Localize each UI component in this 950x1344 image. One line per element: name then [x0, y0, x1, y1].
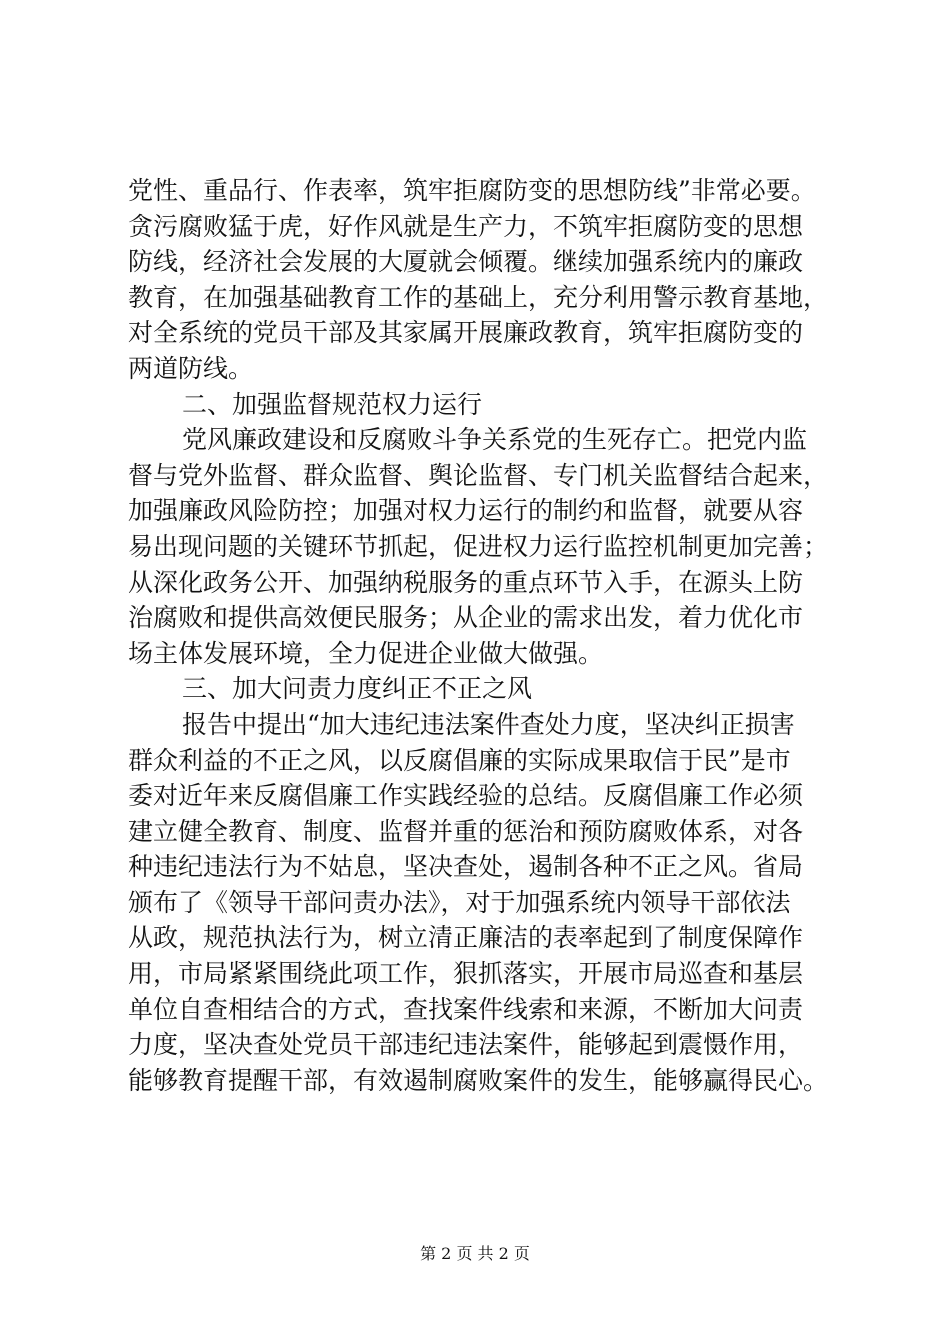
- text-line: 建立健全教育、制度、监督并重的惩治和预防腐败体系，对各: [128, 816, 804, 846]
- text-line: 颁布了《领导干部问责办法》，对于加强系统内领导干部依法: [128, 887, 791, 917]
- text-line: 报告中提出“加大违纪违法案件查处力度，坚决纠正损害: [182, 709, 795, 739]
- text-line: 易出现问题的关键环节抓起，促进权力运行监控机制更加完善；: [128, 531, 829, 561]
- page-footer: 第 2 页 共 2 页: [420, 1244, 530, 1263]
- text-line: 力度，坚决查处党员干部违纪违法案件，能够起到震慑作用，: [128, 1030, 804, 1060]
- text-line: 防线，经济社会发展的大厦就会倾覆。继续加强系统内的廉政: [128, 247, 804, 277]
- text-line: 对全系统的党员干部及其家属开展廉政教育，筑牢拒腐防变的: [128, 318, 804, 348]
- text-line: 委对近年来反腐倡廉工作实践经验的总结。反腐倡廉工作必须: [128, 781, 804, 811]
- text-line: 加强廉政风险防控；加强对权力运行的制约和监督，就要从容: [128, 496, 804, 526]
- text-line: 用，市局紧紧围绕此项工作，狠抓落实，开展市局巡查和基层: [128, 959, 804, 989]
- text-line: 单位自查相结合的方式，查找案件线索和来源，不断加大问责: [128, 994, 804, 1024]
- text-line: 两道防线。: [128, 353, 254, 383]
- text-line: 从政，规范执法行为，树立清正廉洁的表率起到了制度保障作: [128, 923, 804, 953]
- text-line: 群众利益的不正之风，以反腐倡廉的实际成果取信于民”是市: [128, 745, 791, 775]
- document-body: [128, 173, 840, 1098]
- text-line: 督与党外监督、群众监督、舆论监督、专门机关监督结合起来，: [128, 460, 829, 490]
- text-line: 从深化政务公开、加强纳税服务的重点环节入手，在源头上防: [128, 567, 804, 597]
- text-line: 党性、重品行、作表率，筑牢拒腐防变的思想防线”非常必要。: [128, 176, 816, 205]
- text-line: 能够教育提醒干部，有效遏制腐败案件的发生，能够赢得民心。: [128, 1065, 829, 1095]
- text-line: 党风廉政建设和反腐败斗争关系党的生死存亡。把党内监: [182, 425, 808, 455]
- text-line: 二、加强监督规范权力运行: [182, 389, 483, 419]
- text-line: 种违纪违法行为不姑息，坚决查处，遏制各种不正之风。省局: [128, 852, 804, 882]
- text-line: 三、加大问责力度纠正不正之风: [182, 674, 533, 704]
- text-line: 教育，在加强基础教育工作的基础上，充分利用警示教育基地，: [128, 282, 829, 312]
- text-line: 治腐败和提供高效便民服务；从企业的需求出发，着力优化市: [128, 603, 804, 633]
- text-line: 场主体发展环境，全力促进企业做大做强。: [128, 638, 604, 668]
- text-line: 贪污腐败猛于虎，好作风就是生产力，不筑牢拒腐防变的思想: [128, 211, 804, 241]
